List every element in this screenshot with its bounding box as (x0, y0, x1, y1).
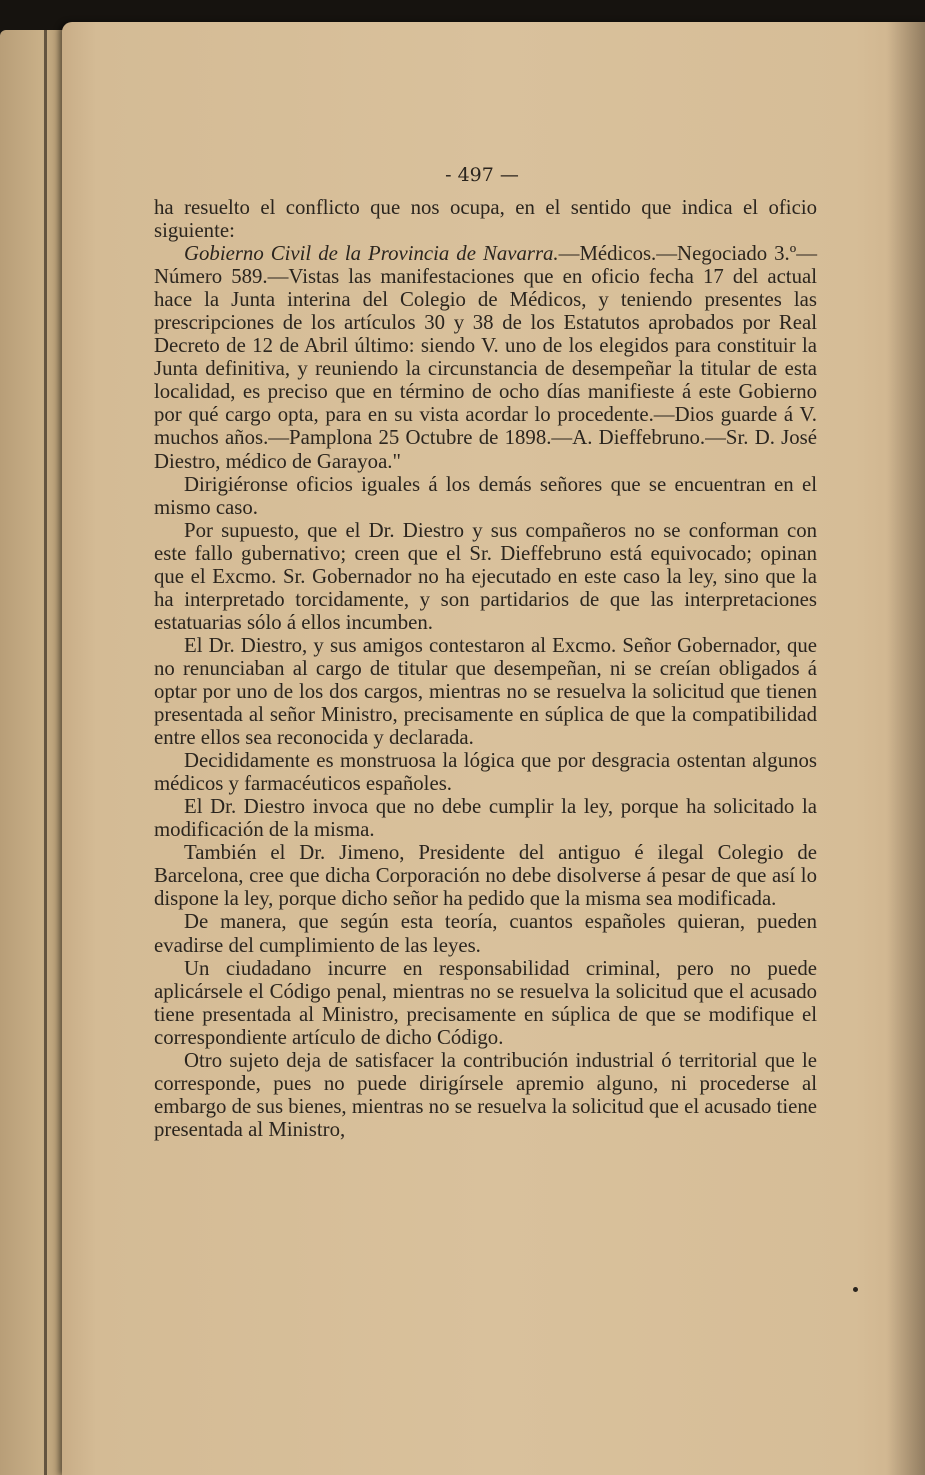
page-shadow (887, 22, 925, 1475)
paragraph: Dirigiéronse oficios iguales á los demás señores que se encuentran en el mismo caso. (154, 472, 817, 519)
ink-speck (853, 1287, 858, 1292)
paragraph: Por supuesto, que el Dr. Diestro y sus compañeros no se conforman con este fallo gubernativo; creen que el Sr. Dieffebruno está equivocado; opinan que el Excmo. Sr. Gobernador no ha ejecutado en este caso la ley, sino que la ha interpretado torcidamente, y son partidarios de que las interpretaciones estatuarias sólo á ellos incumben. (154, 518, 817, 634)
book-page (62, 22, 925, 1475)
paragraph-official-letter (154, 242, 817, 472)
paragraph: El Dr. Diestro, y sus amigos contestaron al Excmo. Señor Gobernador, que no renunciaban al cargo de titular que desempeñan, ni se creían obligados á optar por uno de los dos cargos, mientras no se resuelva la solicitud que tienen presentada al señor Ministro, precisamente en súplica de que la compatibilidad entre ellos sea reconocida y declarada. (154, 633, 817, 750)
body-text (154, 196, 817, 1141)
paragraph: Decididamente es monstruosa la lógica que por desgracia ostentan algunos médicos y farmacéuticos españoles. (154, 749, 817, 796)
letter-body: —Médicos.—Negociado 3.º—Número 589.—Vistas las manifestaciones que en oficio fecha 17 del actual hace la Junta interina del Colegio de Médicos, y teniendo presentes las prescripciones de los artículos 30 y 38 de los Estatutos aprobados por Real Decreto de 12 de Abril último: siendo V. uno de los elegidos para constituir la Junta definitiva, y reuniendo la circunstancia de desempeñar la titular de esta localidad, es preciso que en término de ocho días manifieste á este Gobierno por qué cargo opta, para en su vista acordar lo procedente.—Dios guarde á V. muchos años.—Pamplona 25 Octubre de 1898.—A. Dieffebruno.—Sr. D. José Diestro, médico de Garayoa." (154, 242, 818, 473)
paragraph: ha resuelto el conflicto que nos ocupa, en el sentido que indica el oficio siguiente: (154, 196, 817, 243)
paragraph: Otro sujeto deja de satisfacer la contribución industrial ó territorial que le corresponde, pues no puede dirigírsele apremio alguno, ni procederse al embargo de sus bienes, mientras no se resuelva la solicitud que el acusado tiene presentada al Ministro, (154, 1048, 817, 1141)
page-number: - 497 — (445, 164, 519, 186)
previous-page-edge (0, 30, 70, 1475)
paragraph: También el Dr. Jimeno, Presidente del antiguo é ilegal Colegio de Barcelona, cree que dicha Corporación no debe disolverse á pesar de que así lo dispone la ley, porque dicho señor ha pedido que la misma sea modificada. (154, 841, 817, 911)
paragraph: De manera, que según esta teoría, cuantos españoles quieran, pueden evadirse del cumplimiento de las leyes. (154, 910, 817, 957)
paragraph: Un ciudadano incurre en responsabilidad criminal, pero no puede aplicársele el Código penal, mientras no se resuelva la solicitud que el acusado tiene presentada al Ministro, precisamente en súplica de que se modifique el correspondiente artículo de dicho Código. (154, 956, 817, 1049)
paragraph: El Dr. Diestro invoca que no debe cumplir la ley, porque ha solicitado la modificación de la misma. (154, 795, 817, 842)
binding-gutter (44, 30, 47, 1475)
letter-heading: Gobierno Civil de la Provincia de Navarra. (184, 242, 559, 266)
